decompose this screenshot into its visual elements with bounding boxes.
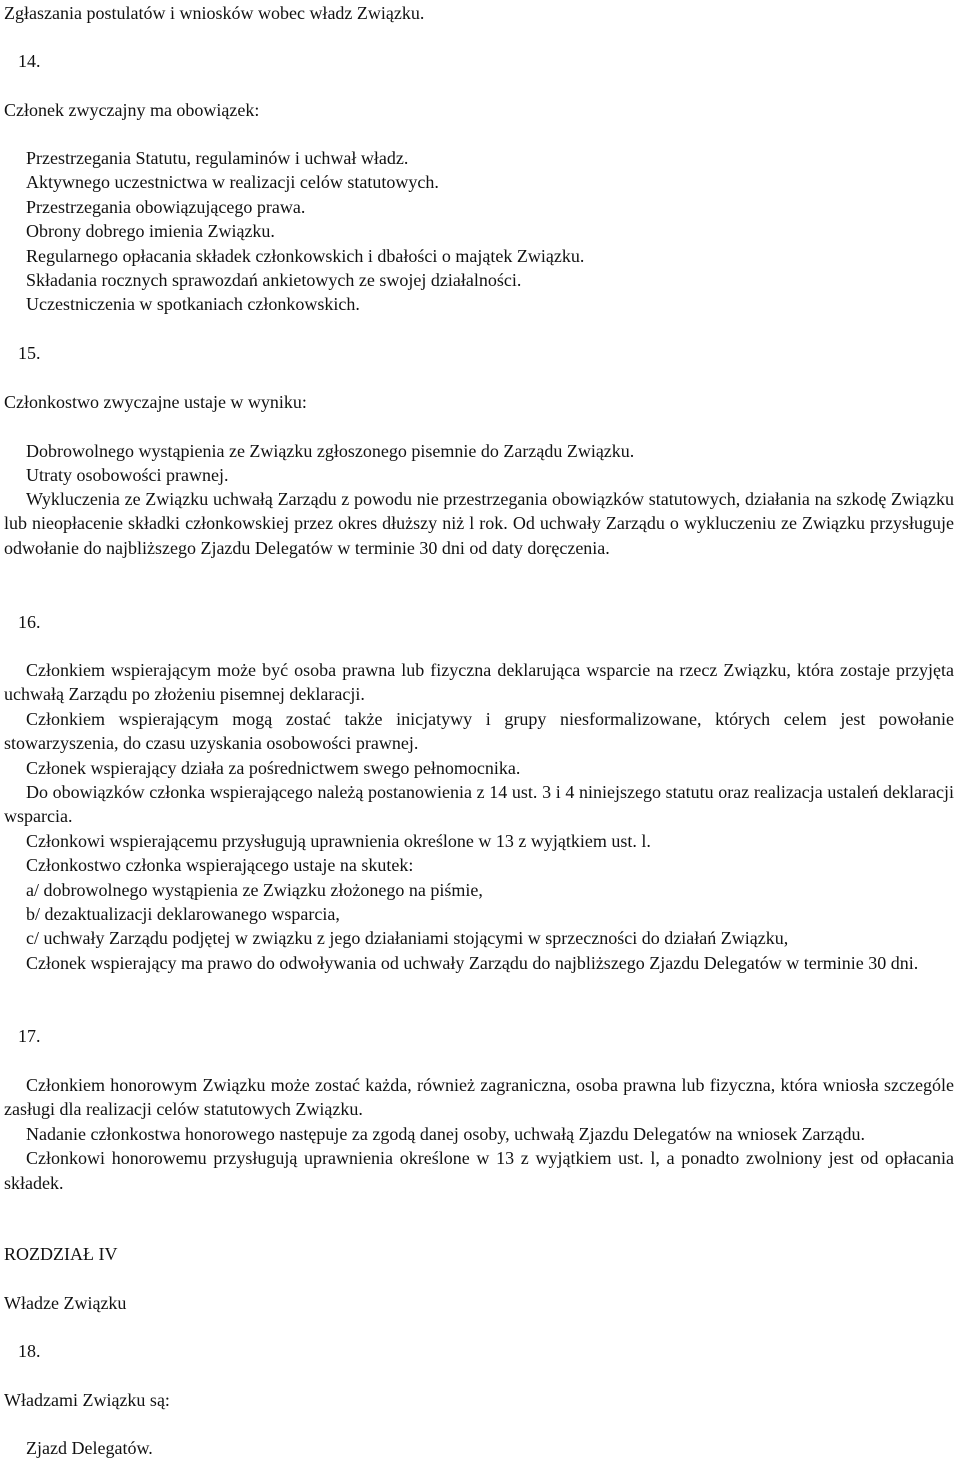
section-17-number: 17. xyxy=(18,1026,41,1046)
section-16-number: 16. xyxy=(18,612,41,632)
paragraph: Członkiem wspierającym może być osoba prawna lub fizyczna deklarująca wsparcie na rzecz Związku, która zostaje przyjęta uchwałą Zarządu po złożeniu pisemnej deklaracji. xyxy=(4,660,954,705)
section-18-number: 18. xyxy=(18,1341,41,1361)
section-15-number: 15. xyxy=(18,343,41,363)
paragraph: Członkowi honorowemu przysługują uprawnienia określone w 13 z wyjątkiem ust. l, a ponadto zwolniony jest od opłacania składek. xyxy=(4,1148,954,1193)
list-item: Zjazd Delegatów. xyxy=(26,1438,153,1458)
list-item: Przestrzegania Statutu, regulaminów i uchwał władz. xyxy=(26,148,409,168)
section-16-body xyxy=(4,658,954,975)
chapter-title: Władze Związku xyxy=(4,1293,127,1313)
list-item: Składania rocznych sprawozdań ankietowych ze swojej działalności. xyxy=(26,270,522,290)
section-15-paragraph xyxy=(4,487,954,560)
list-item: Dobrowolnego wystąpienia ze Związku zgłoszonego pisemnie do Zarządu Związku. xyxy=(26,441,635,461)
section-15-intro: Członkostwo zwyczajne ustaje w wyniku: xyxy=(4,392,307,412)
paragraph: Członkostwo członka wspierającego ustaje na skutek: xyxy=(26,855,414,876)
paragraph: Członek wspierający ma prawo do odwoływania od uchwały Zarządu do najbliższego Zjazdu Delegatów w terminie 30 dni. xyxy=(26,952,919,973)
list-item: Aktywnego uczestnictwa w realizacji celów statutowych. xyxy=(26,172,439,192)
list-item: Utraty osobowości prawnej. xyxy=(26,465,229,485)
paragraph: Wykluczenia ze Związku uchwałą Zarządu z powodu nie przestrzegania obowiązków statutowych, działania na szkodę Związku lub nieopłacenie składki członkowskiej przez okres dłuższy niż l rok. Od uchwały Zarządu o wykluczeniu ze Związku przysługuje odwołanie do najbliższego Zjazdu Delegatów w terminie 30 dni od daty doręczenia. xyxy=(4,489,954,558)
paragraph: c/ uchwały Zarządu podjętej w związku z jego działaniami stojącymi w sprzeczności do działań Związku, xyxy=(26,928,789,949)
paragraph: Członkiem wspierającym mogą zostać także inicjatywy i grupy niesformalizowane, których celem jest powołanie stowarzyszenia, do czasu uzyskania osobowości prawnej. xyxy=(4,708,954,754)
paragraph: a/ dobrowolnego wystąpienia ze Związku złożonego na piśmie, xyxy=(26,879,483,900)
section-18-intro: Władzami Związku są: xyxy=(4,1390,170,1410)
paragraph: Członkowi wspierającemu przysługują uprawnienia określone w 13 z wyjątkiem ust. l. xyxy=(26,830,651,851)
section-14-intro: Członek zwyczajny ma obowiązek: xyxy=(4,100,260,120)
list-item: Regularnego opłacania składek członkowskich i dbałości o majątek Związku. xyxy=(26,246,585,266)
paragraph: Nadanie członkostwa honorowego następuje za zgodą danej osoby, uchwałą Zjazdu Delegatów na wniosek Zarządu. xyxy=(26,1123,866,1144)
paragraph: Członek wspierający działa za pośrednictwem swego pełnomocnika. xyxy=(26,757,521,778)
paragraph: Członkiem honorowym Związku może zostać każda, również zagraniczna, osoba prawna lub fizyczna, która wniosła szczególe zasługi dla realizacji celów statutowych Związku. xyxy=(4,1075,954,1120)
paragraph: Do obowiązków członka wspierającego należą postanowienia z 14 ust. 3 i 4 niniejszego statutu oraz realizacja ustaleń deklaracji wsparcia. xyxy=(4,782,954,827)
paragraph: b/ dezaktualizacji deklarowanego wsparcia, xyxy=(26,904,340,925)
chapter-heading: ROZDZIAŁ IV xyxy=(4,1244,118,1264)
list-item: Przestrzegania obowiązującego prawa. xyxy=(26,197,306,217)
section-14-number: 14. xyxy=(18,51,41,71)
list-item: Obrony dobrego imienia Związku. xyxy=(26,221,275,241)
list-item: Uczestniczenia w spotkaniach członkowskich. xyxy=(26,294,360,314)
text-line: Zgłaszania postulatów i wniosków wobec władz Związku. xyxy=(4,3,425,23)
section-17-body xyxy=(4,1073,954,1195)
